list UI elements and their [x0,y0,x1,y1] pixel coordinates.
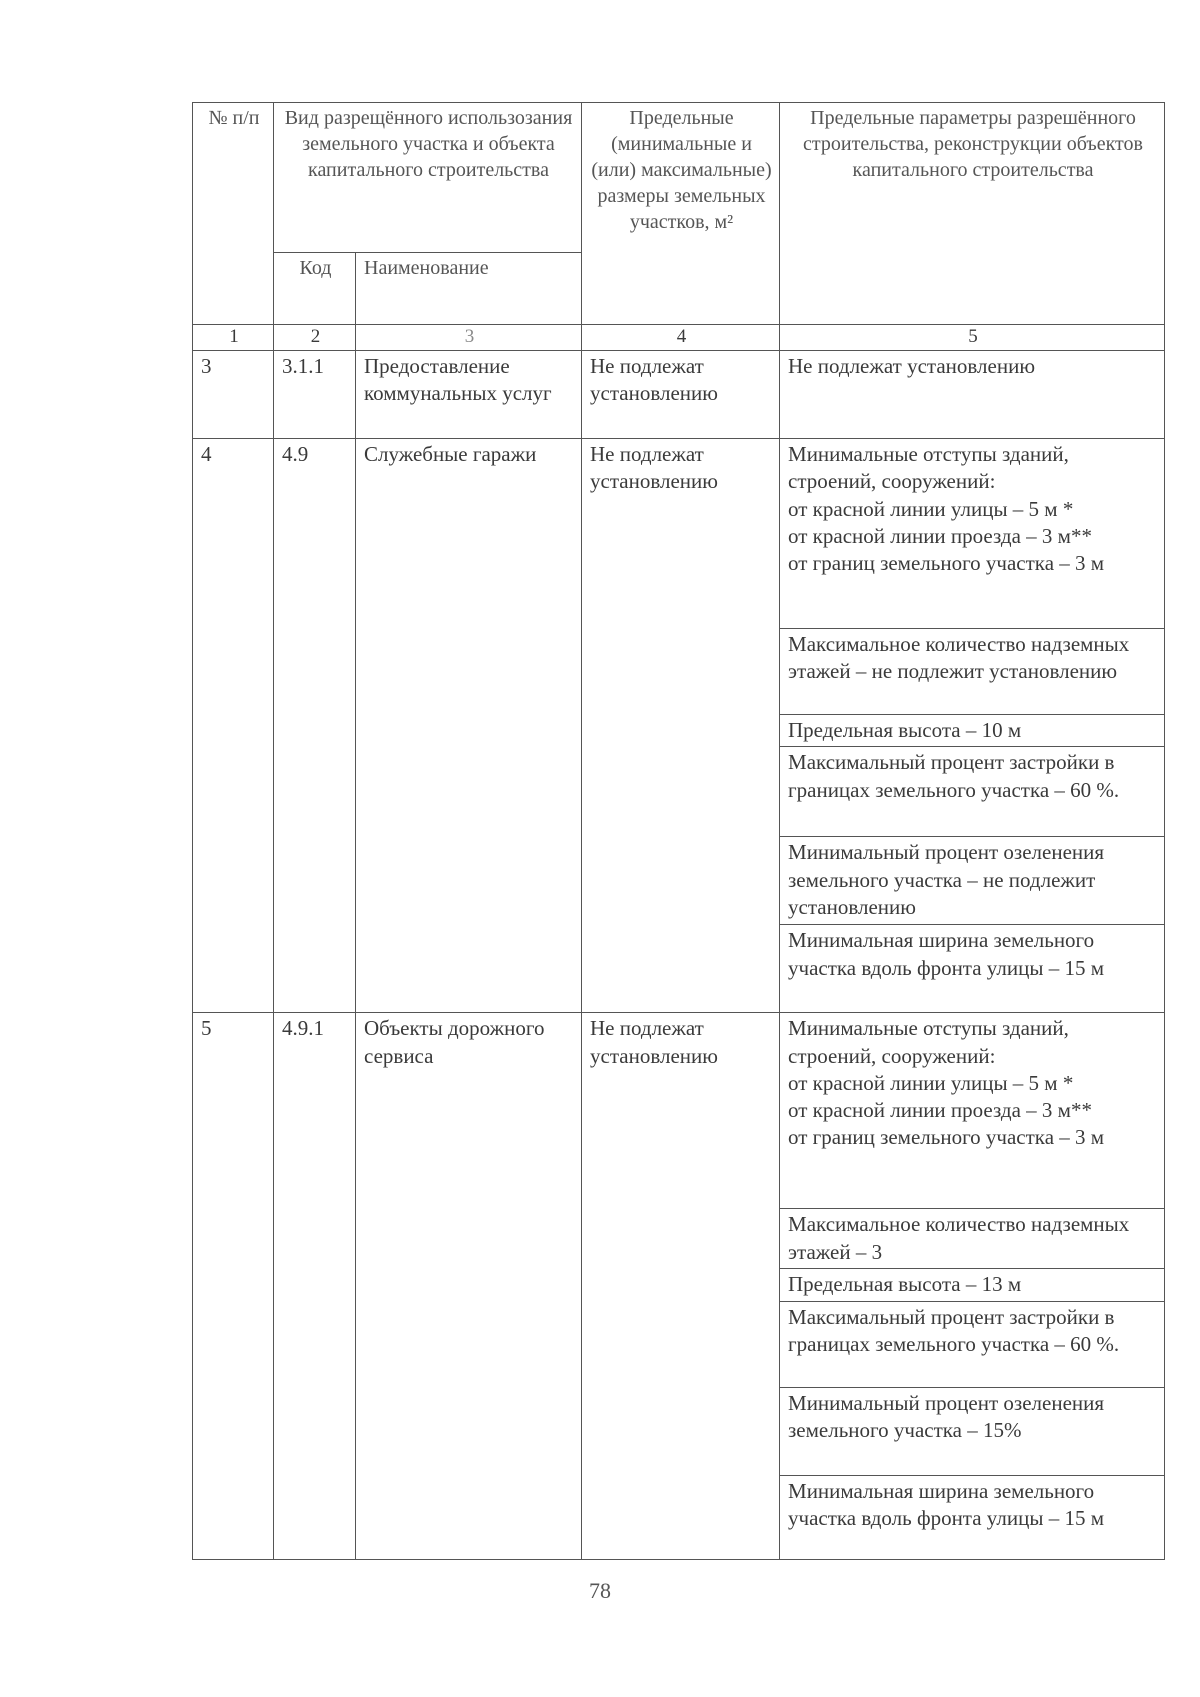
header-num: № п/п [193,103,274,325]
table-row [193,1013,1165,1209]
row-param-greening: Минимальный процент озеленения земельного участка – не подлежит установлению [780,837,1165,925]
col-number-1: 1 [193,325,274,351]
row-name: Предоставление коммунальных услуг [356,351,582,439]
col-number-5: 5 [780,325,1165,351]
row-code: 4.9.1 [274,1013,356,1559]
table-row [193,439,1165,629]
row-num: 4 [193,439,274,1013]
col-number-4: 4 [582,325,780,351]
header-code: Код [274,253,356,325]
header-name: Наименование [356,253,582,325]
row-param-setbacks: Минимальные отступы зданий, строений, сооружений: от красной линии улицы – 5 м * от красной линии проезда – 3 м** от границ земельного участка – 3 м [780,439,1165,629]
row-num: 5 [193,1013,274,1559]
row-code: 3.1.1 [274,351,356,439]
row-size: Не подлежат установлению [582,439,780,1013]
row-code: 4.9 [274,439,356,1013]
row-param-floors: Максимальное количество надземных этажей – не подлежит установлению [780,629,1165,715]
row-param: Не подлежат установлению [780,351,1165,439]
row-param-height: Предельная высота – 13 м [780,1269,1165,1301]
zoning-table [192,102,1165,1560]
header-sizes: Предельные (минимальные и (или) максимальные) размеры земельных участков, м² [582,103,780,325]
header-vid: Вид разрещённого использозания земельного участка и объекта капитального строительства [274,103,582,253]
col-number-3: 3 [356,325,582,351]
row-num: 3 [193,351,274,439]
row-name: Объекты дорожного сервиса [356,1013,582,1559]
page-number: 78 [589,1578,611,1603]
row-param-coverage: Максимальный процент застройки в границах земельного участка – 60 %. [780,747,1165,837]
table-row [193,351,1165,439]
row-param-coverage: Максимальный процент застройки в границах земельного участка – 60 %. [780,1301,1165,1387]
col-number-2: 2 [274,325,356,351]
row-param-setbacks: Минимальные отступы зданий, строений, сооружений: от красной линии улицы – 5 м * от красной линии проезда – 3 м** от границ земельного участка – 3 м [780,1013,1165,1209]
row-size: Не подлежат установлению [582,351,780,439]
header-params: Предельные параметры разрешённого строительства, реконструкции объектов капитального строительства [780,103,1165,325]
row-param-height: Предельная высота – 10 м [780,715,1165,747]
row-param-width: Минимальная ширина земельного участка вдоль фронта улицы – 15 м [780,925,1165,1013]
row-size: Не подлежат установлению [582,1013,780,1559]
row-param-greening: Минимальный процент озеленения земельного участка – 15% [780,1387,1165,1475]
row-param-floors: Максимальное количество надземных этажей – 3 [780,1209,1165,1269]
row-param-width: Минимальная ширина земельного участка вдоль фронта улицы – 15 м [780,1475,1165,1559]
row-name: Служебные гаражи [356,439,582,1013]
